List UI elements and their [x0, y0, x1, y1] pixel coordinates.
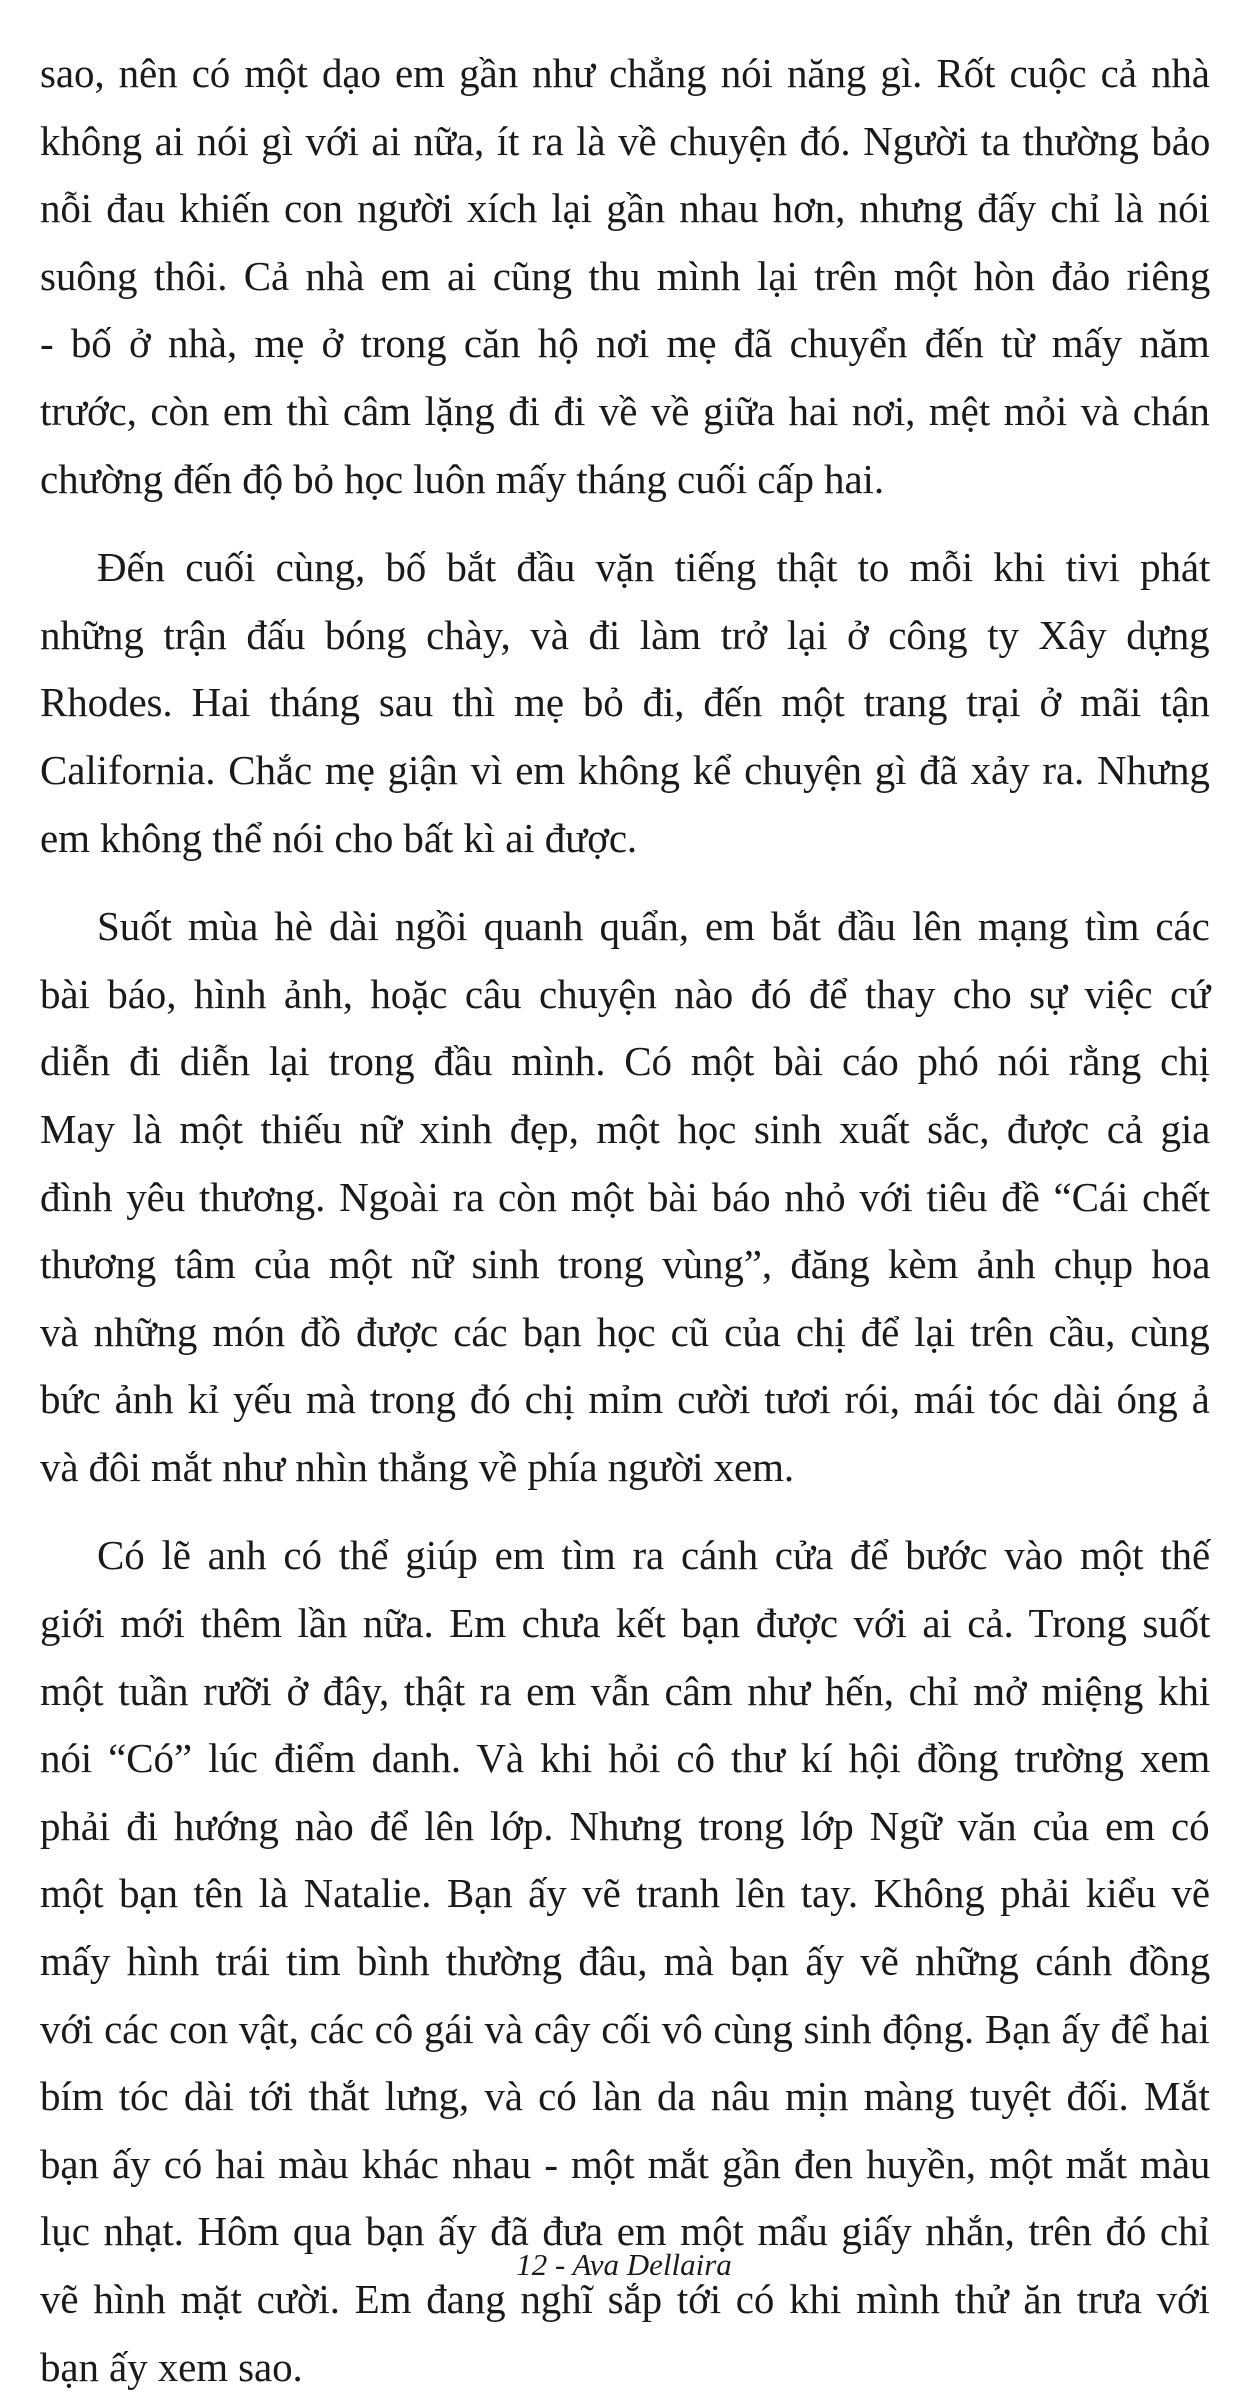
text-line: mấy hình trái tim bình thường đâu, mà bạn ấy vẽ những cánh đồng: [40, 1938, 1211, 1985]
text-line: bạn ấy xem sao.: [40, 2343, 303, 2390]
text-line: và đôi mắt như nhìn thẳng về phía người xem.: [40, 1443, 795, 1490]
text-line: phải đi hướng nào để lên lớp. Nhưng trong lớp Ngữ văn của em có: [40, 1802, 1210, 1849]
text-line: giới mới thêm lần nữa. Em chưa kết bạn được với ai cả. Trong suốt: [40, 1600, 1211, 1647]
text-line: sao, nên có một dạo em gần như chẳng nói năng gì. Rốt cuộc cả nhà: [40, 50, 1210, 96]
page-footer: 12 - Ava Dellaira: [516, 2247, 732, 2282]
text-line: Có lẽ anh có thể giúp em tìm ra cánh cửa để bước vào một thế: [97, 1532, 1211, 1579]
text-line: May là một thiếu nữ xinh đẹp, một học sinh xuất sắc, được cả gia: [40, 1105, 1211, 1152]
text-line: trước, còn em thì câm lặng đi đi về về giữa hai nơi, mệt mỏi và chán: [40, 387, 1210, 434]
paragraph-2: [40, 534, 1210, 872]
text-line: bài báo, hình ảnh, hoặc câu chuyện nào đó để thay cho sự việc cứ: [40, 970, 1211, 1017]
text-line: nói “Có” lúc điểm danh. Và khi hỏi cô thư kí hội đồng trường xem: [40, 1735, 1211, 1782]
text-line: bức ảnh kỉ yếu mà trong đó chị mỉm cười tươi rói, mái tóc dài óng ả: [40, 1376, 1210, 1423]
text-line: bím tóc dài tới thắt lưng, và có làn da nâu mịn màng tuyệt đối. Mắt: [40, 2073, 1210, 2120]
paragraph-1: [40, 40, 1210, 513]
text-line: thương tâm của một nữ sinh trong vùng”, đăng kèm ảnh chụp hoa: [40, 1241, 1211, 1288]
text-line: Suốt mùa hè dài ngồi quanh quẩn, em bắt đầu lên mạng tìm các: [97, 903, 1210, 950]
text-line: đình yêu thương. Ngoài ra còn một bài báo nhỏ với tiêu đề “Cái chết: [40, 1173, 1210, 1220]
text-line: với các con vật, các cô gái và cây cối vô cùng sinh động. Bạn ấy để hai: [40, 2005, 1210, 2052]
body-text: [40, 40, 1210, 2401]
text-line: vẽ hình mặt cười. Em đang nghĩ sắp tới có khi mình thử ăn trưa với: [40, 2276, 1210, 2322]
text-line: một tuần rưỡi ở đây, thật ra em vẫn câm như hến, chỉ mở miệng khi: [40, 1667, 1211, 1714]
text-line: nỗi đau khiến con người xích lại gần nhau hơn, nhưng đấy chỉ là nói: [40, 185, 1210, 232]
text-line: không ai nói gì với ai nữa, ít ra là về chuyện đó. Người ta thường bảo: [40, 117, 1211, 164]
text-line: Rhodes. Hai tháng sau thì mẹ bỏ đi, đến một trang trại ở mãi tận: [40, 679, 1210, 726]
text-line: suông thôi. Cả nhà em ai cũng thu mình lại trên một hòn đảo riêng: [40, 252, 1211, 299]
text-line: bạn ấy có hai màu khác nhau - một mắt gần đen huyền, một mắt màu: [40, 2140, 1211, 2187]
text-line: Đến cuối cùng, bố bắt đầu vặn tiếng thật to mỗi khi tivi phát: [97, 544, 1211, 591]
text-line: những trận đấu bóng chày, và đi làm trở lại ở công ty Xây dựng: [40, 611, 1210, 658]
text-line: chường đến độ bỏ học luôn mấy tháng cuối cấp hai.: [40, 455, 884, 502]
text-line: lục nhạt. Hôm qua bạn ấy đã đưa em một mẩu giấy nhắn, trên đó chỉ: [40, 2208, 1210, 2255]
text-line: California. Chắc mẹ giận vì em không kể chuyện gì đã xảy ra. Nhưng: [40, 746, 1210, 793]
text-line: và những món đồ được các bạn học cũ của chị để lại trên cầu, cùng: [40, 1308, 1210, 1355]
text-line: - bố ở nhà, mẹ ở trong căn hộ nơi mẹ đã chuyển đến từ mấy năm: [40, 320, 1210, 367]
paragraph-3: [40, 893, 1210, 1501]
text-line: một bạn tên là Natalie. Bạn ấy vẽ tranh lên tay. Không phải kiểu vẽ: [40, 1870, 1211, 1917]
text-line: em không thể nói cho bất kì ai được.: [40, 814, 638, 861]
text-line: diễn đi diễn lại trong đầu mình. Có một bài cáo phó nói rằng chị: [40, 1038, 1210, 1085]
